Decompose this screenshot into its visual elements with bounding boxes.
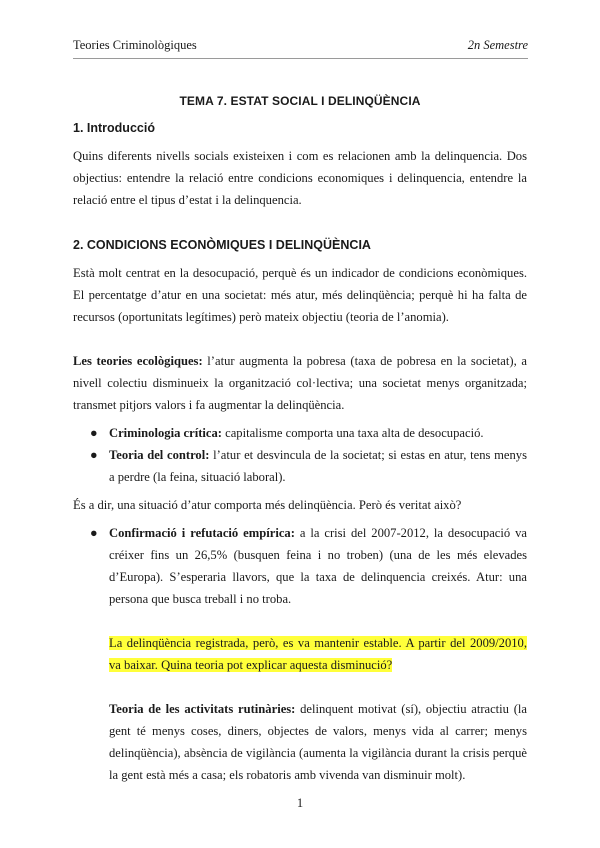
paragraph-introduction: Quins diferents nivells socials existeixen i com es relacionen amb la delinquencia. Dos objectius: entendre la relació entre condicions economiques i delinquencia, entendre la relació entre el tipus d’estat i la delinquencia.	[73, 149, 527, 207]
highlighted-text: La delinqüència registrada, però, es va mantenir estable. A partir del 2009/2010, va baixar. Quina teoria pot explicar aquesta disminució?	[109, 636, 527, 672]
paragraph-unemployment: Està molt centrat en la desocupació, perquè és un indicador de condicions econòmiques. El percentatge d’atur en una societat: més atur, més delinqüència; perquè hi ha falta de recursos (oportunitats legítimes) però mateix objectiu (teoria de l’anomia).	[73, 266, 527, 324]
term-critical-criminology: Criminologia crítica:	[109, 426, 222, 440]
term-routine-activities: Teoria de les activitats rutinàries:	[109, 702, 296, 716]
paragraph-ecological-theories: Les teories ecològiques: l’atur augmenta la pobresa (taxa de pobresa en la societat), a nivell colectiu disminueix la organització col·lectiva; una societat menys organitzada; transmet pitjors valors i fa augmentar la delinqüència.	[73, 354, 527, 412]
theories-list	[73, 422, 527, 488]
term-empirical-confirmation: Confirmació i refutació empírica:	[109, 526, 295, 540]
section-heading-economic-conditions: 2. CONDICIONS ECONÒMIQUES I DELINQÜÈNCIA	[73, 238, 371, 252]
document-body	[73, 94, 527, 786]
document-title: TEMA 7. ESTAT SOCIAL I DELINQÜÈNCIA	[179, 94, 421, 108]
page-number: 1	[296, 796, 304, 810]
section-heading-introduction: 1. Introducció	[73, 121, 155, 135]
bullet-icon: ●	[90, 448, 98, 462]
bullet-icon: ●	[90, 426, 98, 440]
list-item: ● Confirmació i refutació empírica: a la crisi del 2007-2012, la desocupació va créixer fins un 26,5% (busquen feina i no troben) (una de les més elevades d’Europa). S’esperaria llavors, que la taxa de delinquencia creixés. Atur: una persona que busca treball i no troba.	[73, 522, 527, 610]
header-semester: 2n Semestre	[467, 38, 528, 52]
bullet-icon: ●	[90, 526, 98, 540]
paragraph-routine-activities: Teoria de les activitats rutinàries: delinquent motivat (sí), objectiu atractiu (la gent té menys coses, diners, objectes de valors, menys vida al carrer; menys delinqüència), absència de vigilància (aumenta la vigilància durant la crisis perquè la gent està més a casa; els robatoris amb vivenda van disminuir molt).	[109, 702, 528, 782]
list-item: ● Teoria del control: l’atur et desvincula de la societat; si estas en atur, tens menys a perdre (la feina, situació laboral).	[73, 444, 527, 488]
list-item: ● Criminologia crítica: capitalisme comporta una taxa alta de desocupació.	[73, 422, 527, 444]
term-control-theory: Teoria del control:	[109, 448, 210, 462]
header-course-title: Teories Criminològiques	[73, 38, 197, 52]
paragraph-question: És a dir, una situació d’atur comporta més delinqüència. Però és veritat això?	[73, 498, 462, 512]
term-ecological-theories: Les teories ecològiques:	[73, 354, 203, 368]
page-header	[73, 36, 528, 59]
highlighted-paragraph	[73, 632, 527, 676]
empirical-list	[73, 522, 527, 610]
